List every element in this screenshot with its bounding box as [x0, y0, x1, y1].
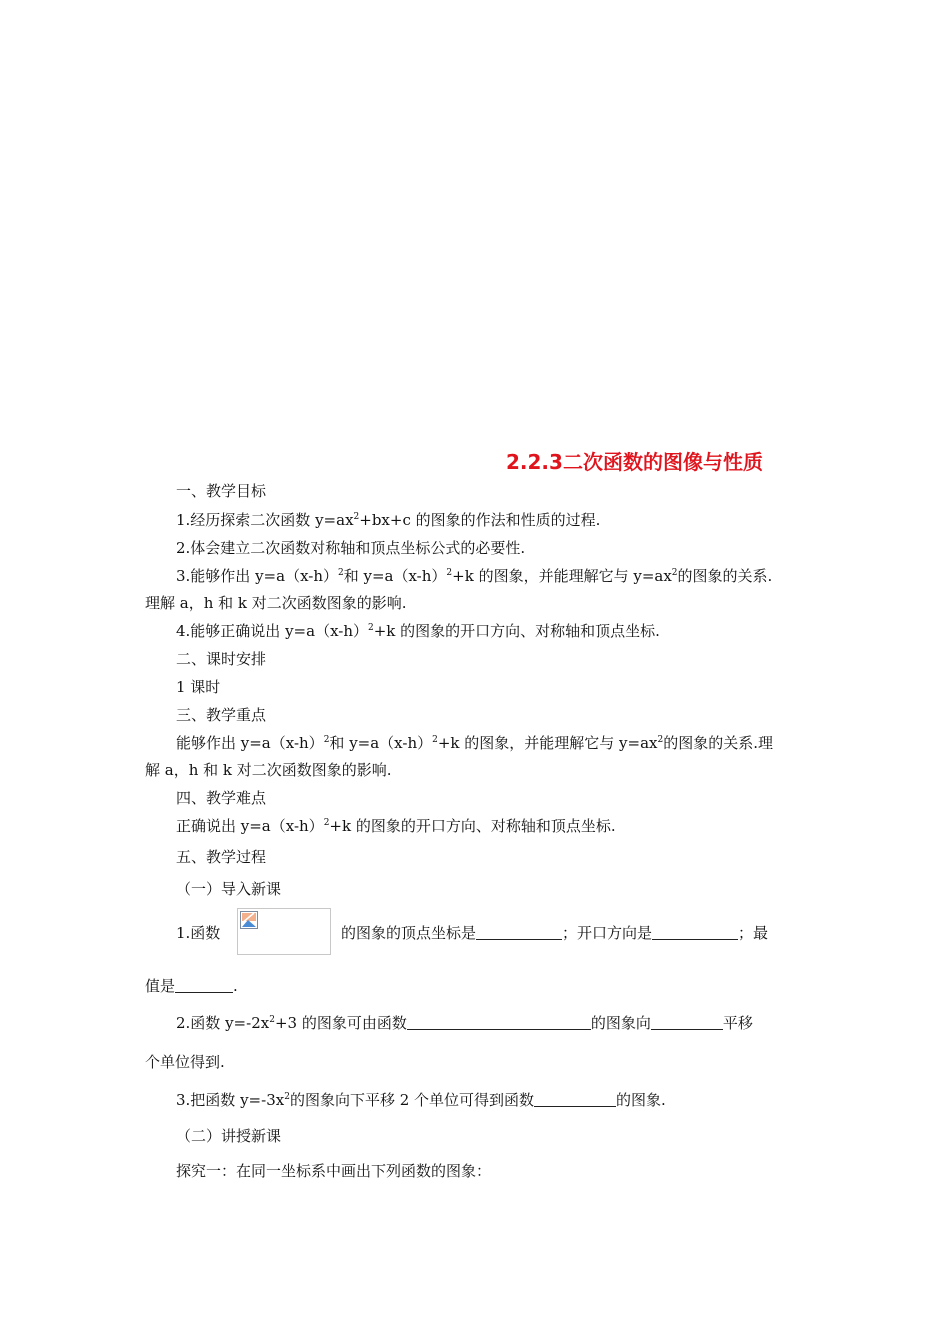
- goal-4-text-a: 4.能够正确说出 y=a（x-h）: [176, 622, 368, 640]
- answer-blank[interactable]: [652, 925, 738, 940]
- q3-text-b: 的图象向下平移 2 个单位可得到函数: [289, 1091, 535, 1109]
- goal-3-line-2: 理解 a，h 和 k 对二次函数图象的影响.: [145, 594, 407, 612]
- goal-4-text-b: +k 的图象的开口方向、对称轴和顶点坐标.: [373, 622, 660, 640]
- q3-text-c: 的图象.: [616, 1091, 666, 1109]
- question-1-prefix: 1.函数: [176, 924, 221, 942]
- intro-heading: （一）导入新课: [176, 880, 282, 898]
- section-heading-goals: 一、教学目标: [176, 482, 267, 500]
- answer-blank[interactable]: [175, 978, 233, 993]
- goal-3-text-a: 3.能够作出 y=a（x-h）: [176, 567, 338, 585]
- superscript: 2: [671, 568, 678, 578]
- goal-1-text-b: +bx+c 的图象的作法和性质的过程.: [359, 511, 601, 529]
- key-text-d: 的图象的关系.理: [663, 734, 773, 752]
- formula-image-placeholder: [237, 908, 331, 955]
- section-heading-difficulty: 四、教学难点: [176, 789, 267, 807]
- superscript: 2: [284, 1092, 290, 1102]
- goal-4: [176, 621, 660, 641]
- q2-text-b: +3 的图象可由函数: [274, 1014, 407, 1032]
- q3-text-a: 3.把函数 y=-3x: [176, 1091, 285, 1109]
- answer-blank[interactable]: [476, 925, 562, 940]
- schedule-text: 1 课时: [176, 678, 221, 696]
- key-points-line-2: 解 a，h 和 k 对二次函数图象的影响.: [145, 761, 392, 779]
- goal-3-text-d: 的图象的关系.: [677, 567, 773, 585]
- goal-1-text-a: 1.经历探索二次函数 y=ax: [176, 511, 354, 529]
- difficulty-text: [176, 816, 616, 836]
- superscript: 2: [353, 512, 360, 522]
- question-2: [176, 1013, 753, 1033]
- answer-blank[interactable]: [407, 1015, 591, 1030]
- superscript: 2: [269, 1015, 275, 1025]
- superscript: 2: [446, 568, 453, 578]
- superscript: 2: [432, 735, 438, 745]
- q1-text-d: 值是: [145, 977, 176, 995]
- key-text-c: +k 的图象，并能理解它与 y=ax: [437, 734, 658, 752]
- goal-1: [176, 510, 600, 530]
- q1-text-c: ；最: [738, 924, 769, 942]
- question-1-body: [341, 923, 768, 943]
- superscript: 2: [657, 735, 664, 745]
- superscript: 2: [323, 735, 330, 745]
- goal-3: [176, 566, 772, 586]
- question-2-line-2: 个单位得到.: [145, 1053, 225, 1071]
- question-1-line-2: [145, 976, 238, 996]
- goal-3-text-c: +k 的图象，并能理解它与 y=ax: [452, 567, 672, 585]
- answer-blank[interactable]: [534, 1092, 616, 1107]
- explore-1: 探究一：在同一坐标系中画出下列函数的图象：: [176, 1162, 492, 1180]
- section-heading-schedule: 二、课时安排: [176, 650, 267, 668]
- difficulty-text-a: 正确说出 y=a（x-h）: [176, 817, 324, 835]
- document-title: 2.2.3二次函数的图像与性质: [506, 450, 763, 474]
- goal-3-text-b: 和 y=a（x-h）: [343, 567, 447, 585]
- superscript: 2: [338, 568, 344, 578]
- question-3: [176, 1090, 666, 1110]
- key-points-line-1: [176, 733, 773, 753]
- section-heading-process: 五、教学过程: [176, 848, 267, 866]
- q1-text-b: ；开口方向是: [562, 924, 653, 942]
- q2-text-d: 平移: [722, 1014, 753, 1032]
- broken-image-icon: [240, 911, 258, 929]
- key-text-a: 能够作出 y=a（x-h）: [176, 734, 324, 752]
- section-heading-key-points: 三、教学重点: [176, 706, 267, 724]
- goal-2: 2.体会建立二次函数对称轴和顶点坐标公式的必要性.: [176, 539, 526, 557]
- q1-text-a: 的图象的顶点坐标是: [341, 924, 477, 942]
- teach-heading: （二）讲授新课: [176, 1127, 282, 1145]
- answer-blank[interactable]: [651, 1015, 723, 1030]
- superscript: 2: [368, 623, 374, 633]
- q2-text-c: 的图象向: [590, 1014, 651, 1032]
- key-text-b: 和 y=a（x-h）: [329, 734, 433, 752]
- difficulty-text-b: +k 的图象的开口方向、对称轴和顶点坐标.: [329, 817, 616, 835]
- superscript: 2: [323, 818, 330, 828]
- q2-text-a: 2.函数 y=-2x: [176, 1014, 270, 1032]
- q1-text-e: .: [233, 977, 238, 995]
